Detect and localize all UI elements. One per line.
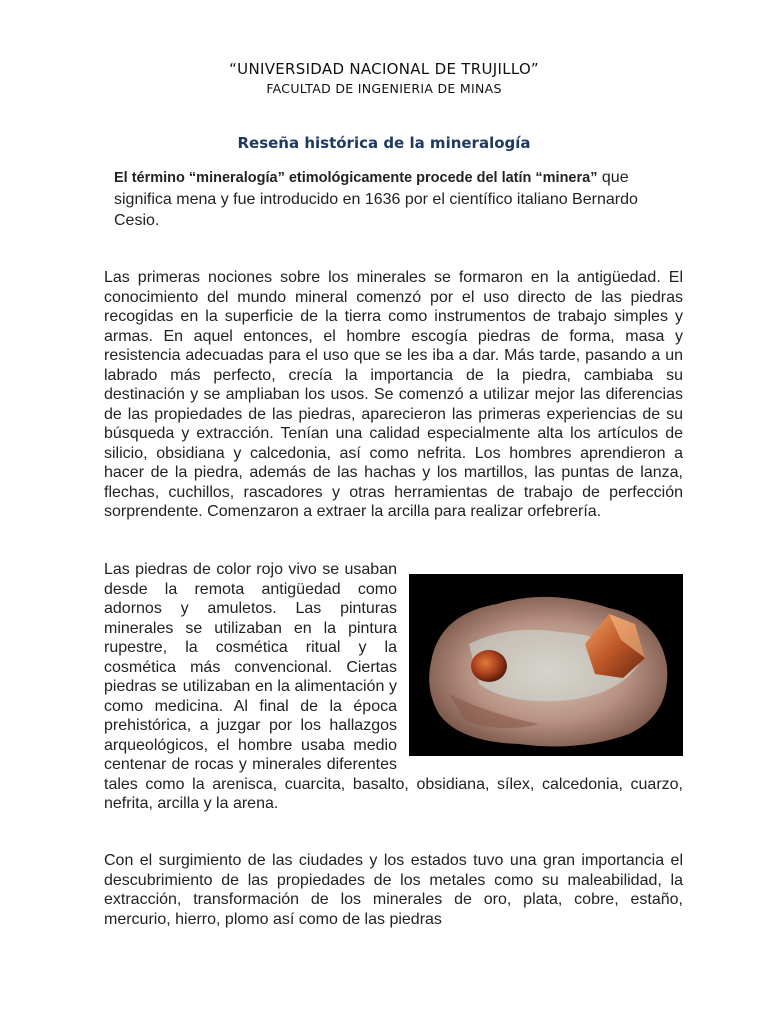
mineral-photo [409,574,683,756]
mineral-sample-image [409,574,683,756]
university-name: “UNIVERSIDAD NACIONAL DE TRUJILLO” [229,60,539,78]
intro-paragraph [114,167,684,231]
intro-lead: El término “mineralogía” etimológicamente procede del latín “minera” [114,170,598,186]
page-title: Reseña histórica de la mineralogía [237,134,531,152]
paragraph-metales: Con el surgimiento de las ciudades y los estados tuvo una gran importancia el descubrimiento de las propiedades de los metales como su maleabilidad, la extracción, transformación de los minerales de oro, plata, cobre, estaño, mercurio, hierro, plomo así como de las piedras [104,852,683,928]
paragraph-piedras-rojas-text: Las piedras de color rojo vivo se usaban desde la remota antigüedad como adornos y amuletos. Las pinturas minerales se utilizaban en la pintura rupestre, la cosmética ritual y la cosmética más convencional. Ciertas piedras se utilizaban en la alimentación y como medicina. Al final de la época prehistórica, a juzgar por los hallazgos arqueológicos, el hombre usaba medio centenar de rocas y minerales diferentes tales como la arenisca, cuarcita, basalto, obsidiana, sílex, calcedonia, cuarzo, nefrita, arcilla y la arena. [104,561,683,812]
paragraph-antiguedad: Las primeras nociones sobre los minerales se formaron en la antigüedad. El conocimiento del mundo mineral comenzó por el uso directo de las piedras recogidas en la superficie de la tierra como instrumentos de trabajo simples y armas. En aquel entonces, el hombre escogía piedras de forma, masa y resistencia adecuadas para el uso que se les iba a dar. Más tarde, pasando a un labrado más perfecto, crecía la importancia de la piedra, cambiaba su destinación y se ampliaban los usos. Se comenzó a utilizar mejor las diferencias de las propiedades de las piedras, aparecieron las primeras experiencias de su búsqueda y extracción. Tenían una calidad especialmente alta los artículos de silicio, obsidiana y calcedonia, así como nefrita. Los hombres aprendieron a hacer de la piedra, además de las hachas y los martillos, las puntas de lanza, flechas, cuchillos, rascadores y otras herramientas de trabajo de perfección sorprendente. Comenzaron a extraer la arcilla para realizar orfebrería. [104,269,683,520]
paragraph-piedras-rojas [104,560,683,814]
faculty-name: FACULTAD DE INGENIERIA DE MINAS [266,81,502,96]
intro-rest: que significa mena y fue introducido en 1636 por el científico italiano Bernardo Cesio. [114,169,638,229]
